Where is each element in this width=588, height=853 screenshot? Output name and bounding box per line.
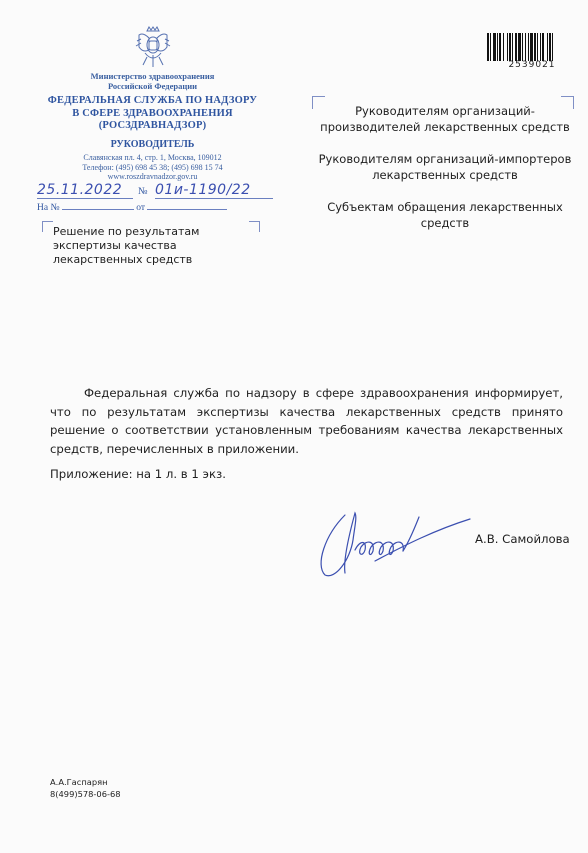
letter-body: [50, 384, 563, 458]
reply-label: На №: [37, 203, 60, 213]
coat-of-arms-icon: [133, 25, 173, 69]
executor-info: [50, 776, 121, 800]
address-block: Славянская пл. 4, стр. 1, Москва, 109012 Телефон: (495) 698 45 38; (495) 698 15 74 www.roszdravnadzor.gov.ru: [82, 153, 223, 181]
reply-reference: [37, 200, 273, 213]
number-label: №: [138, 186, 148, 197]
registration-number: 01и-1190/22: [155, 182, 273, 199]
signer-name: А.В. Самойлова: [475, 532, 570, 546]
barcode-number: 2539021: [508, 60, 556, 70]
body-paragraph: Федеральная служба по надзору в сфере здравоохранения информирует, что по результатам экспертизы качества лекарственных средств принято решение о соответствии установленным требованиям качества лекарственных средств, перечисленных в приложении.: [50, 386, 563, 456]
head-title: РУКОВОДИТЕЛЬ: [110, 139, 195, 150]
registration-line: [37, 182, 273, 202]
attachment-note: Приложение: на 1 л. в 1 экз.: [50, 467, 226, 481]
reply-date-blank: [147, 200, 227, 210]
subject-corner-left: [42, 221, 53, 232]
registration-date: 25.11.2022: [37, 182, 133, 199]
executor-phone: 8(499)578-06-68: [50, 789, 121, 799]
ministry-name: Министерство здравоохранения Российской Федерации: [90, 71, 215, 91]
recipient-item: Субъектам обращения лекарственных средств: [327, 200, 563, 230]
barcode-image: [487, 33, 577, 61]
reply-from-label: от: [136, 203, 146, 213]
service-name: ФЕДЕРАЛЬНАЯ СЛУЖБА ПО НАДЗОРУ В СФЕРЕ ЗДРАВООХРАНЕНИЯ (РОСЗДРАВНАДЗОР): [47, 95, 258, 131]
recipient-item: Руководителям организаций-импортеров лекарственных средств: [318, 152, 572, 182]
subject-text: Решение по результатам экспертизы качества лекарственных средств: [53, 225, 200, 266]
recipients-block: [315, 103, 575, 247]
reply-number-blank: [62, 200, 134, 210]
handwritten-signature: [315, 505, 475, 585]
recipient-item: Руководителям организаций-производителей лекарственных средств: [320, 104, 570, 134]
executor-name: А.А.Гаспарян: [50, 777, 108, 787]
